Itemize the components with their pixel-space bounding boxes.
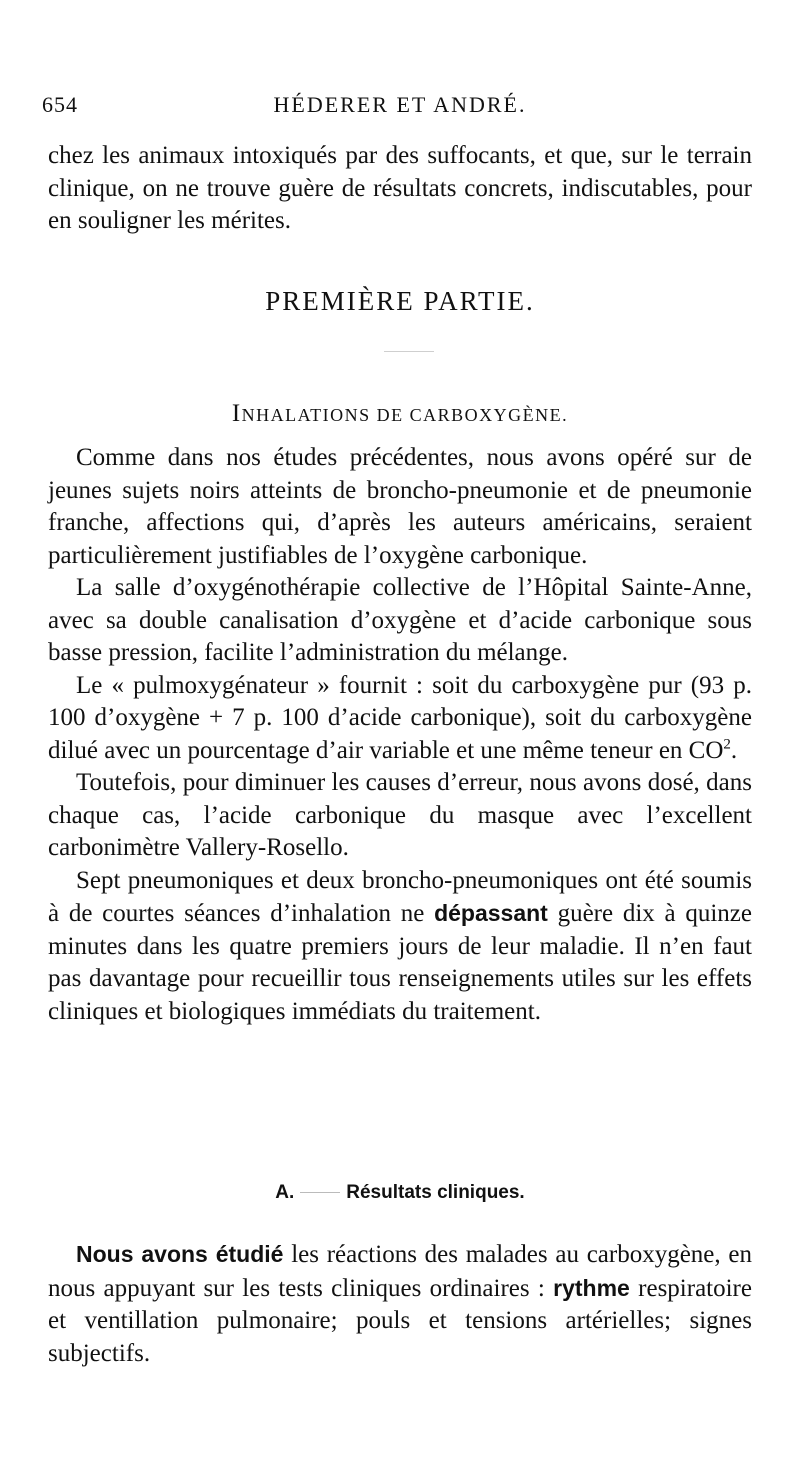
final-paragraph-text <box>48 1238 752 1370</box>
page-number: 654 <box>42 92 78 117</box>
subsection-dash <box>300 1192 340 1193</box>
section-heading <box>0 400 800 428</box>
main-text <box>48 442 752 1028</box>
part-heading: PREMIÈRE PARTIE. <box>265 286 535 316</box>
subsection-heading <box>0 1182 800 1204</box>
paragraph-3-text: Le « pulmoxygénateur » fournit : soit du carboxygène pur (93 p. 100 d’oxygène + 7 p. 100 d’acide carbonique), soit du carboxygène dilué avec un pourcentage d’air variable et une même teneur en CO <box>48 671 752 764</box>
intro-text: chez les animaux intoxiqués par des suffocants, et que, sur le terrain clinique, on ne trouve guère de résultats concrets, indiscutables, pour en souligner les mérites. <box>48 142 752 234</box>
paragraph-2: La salle d’oxygénothérapie collective de l’Hôpital Sainte-Anne, avec sa double canalisation d’oxygène et d’acide carbonique sous basse pression, facilite l’administration du mélange. <box>48 574 752 666</box>
paragraph-1: Comme dans nos études précédentes, nous avons opéré sur de jeunes sujets noirs atteints de broncho-pneumonie et de pneumonie franche, affections qui, d’après les auteurs américains, seraient particulièrement justifiables de l’oxygène carbonique. <box>48 444 752 569</box>
paragraph-4: Toutefois, pour diminuer les causes d’erreur, nous avons dosé, dans chaque cas, l’acide carbonique du masque avec l’excellent carbonimètre Vallery-Rosello. <box>48 769 752 861</box>
intro-paragraph <box>48 140 752 238</box>
paragraph-3 <box>48 670 752 768</box>
paragraph-3-end: . <box>730 736 738 764</box>
final-bold-word: rythme <box>553 1274 630 1301</box>
final-text-b: respiratoire et ventillation pulmonaire; pouls et tensions artérielles; signes subjectifs. <box>48 1274 752 1367</box>
section-heading-initial: I <box>231 400 242 427</box>
subsection-letter: A. <box>275 1182 295 1203</box>
section-heading-rest: NHALATIONS DE CARBOXYGÈNE. <box>241 405 569 425</box>
final-paragraph <box>48 1238 752 1370</box>
paragraph-5 <box>48 865 752 1029</box>
paragraph-5-text-b: guère dix à quinze minutes dans les quatre premiers jours de leur maladie. Il n’en faut pas davantage pour recueillir tous renseignements utiles sur les effets cliniques et biologiques immédiats du traitement. <box>48 900 753 1025</box>
co2-superscript: 2 <box>723 736 731 753</box>
paragraph-5-bold: dépassant <box>434 900 548 926</box>
final-text-a: les réactions des malades au carboxygène, en nous appuyant sur les tests cliniques ordinaires : <box>48 1241 752 1302</box>
separator-dash <box>384 351 434 352</box>
running-head <box>40 92 760 126</box>
running-title: HÉDERER ET ANDRÉ. <box>273 92 527 117</box>
final-bold-lead: Nous avons étudié <box>76 1241 284 1267</box>
subsection-title: Résultats cliniques. <box>346 1182 525 1203</box>
paragraph-5-text-a: Sept pneumoniques et deux broncho-pneumoniques ont été soumis à de courtes séances d’inhalation ne <box>48 866 752 927</box>
